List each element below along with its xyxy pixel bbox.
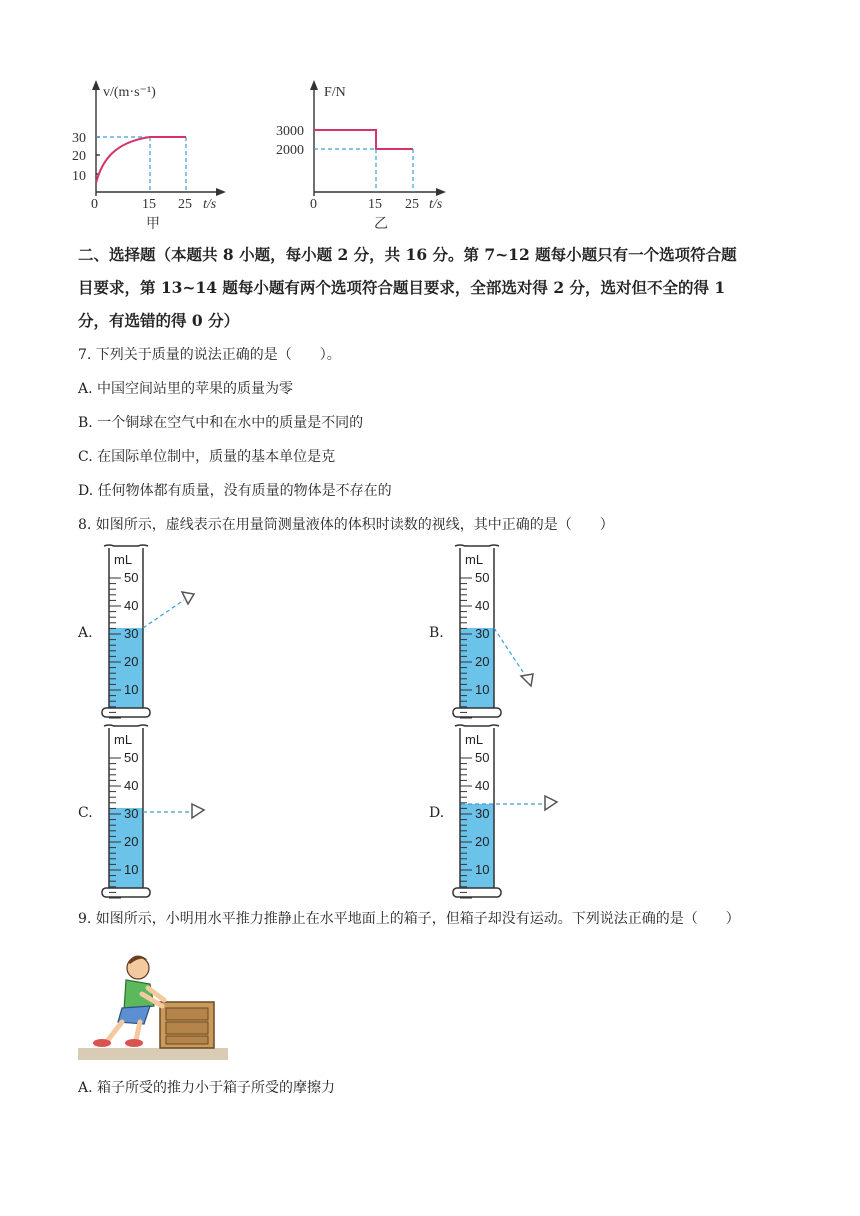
q8-stem: 8. 如图所示，虚线表示在用量筒测量液体的体积时读数的视线，其中正确的是（ ）	[78, 517, 614, 533]
x-axis-label: t/s	[429, 197, 443, 212]
q7-option-b: B. 一个铜球在空气中和在水中的质量是不同的	[78, 415, 364, 431]
scale-50: 50	[124, 570, 139, 585]
x-axis-arrow	[216, 188, 226, 196]
ground	[78, 1048, 228, 1060]
eye-icon	[182, 592, 194, 604]
boy-pushing-box-illustration	[78, 950, 230, 1062]
scale-20: 20	[124, 654, 139, 669]
q7-option-a: A. 中国空间站里的苹果的质量为零	[78, 381, 294, 397]
y-axis-arrow	[92, 80, 100, 90]
scale-10: 10	[124, 862, 139, 877]
unit-label: mL	[465, 552, 484, 567]
cylinder-d	[451, 722, 561, 900]
scale-20: 20	[124, 834, 139, 849]
graph-caption: 乙	[374, 217, 388, 232]
scale-20: 20	[475, 654, 490, 669]
scale-10: 10	[124, 682, 139, 697]
unit-label: mL	[465, 732, 484, 747]
q8-option-c-label: C.	[78, 805, 93, 821]
section-heading-line2: 目要求，第 13~14 题每小题有两个选项符合题目要求，全部选对得 2 分，选对但不全的得 1	[78, 278, 726, 297]
y-axis-arrow	[310, 80, 318, 90]
q7-option-d: D. 任何物体都有质量，没有质量的物体是不存在的	[78, 483, 392, 499]
y-tick-30: 30	[72, 131, 86, 146]
cylinder-a	[100, 542, 210, 720]
q8-option-a-label: A.	[78, 625, 93, 641]
y-tick-2000: 2000	[276, 143, 304, 158]
scale-40: 40	[124, 778, 139, 793]
graph-caption: 甲	[146, 217, 160, 232]
scale-40: 40	[475, 778, 490, 793]
scale-30: 30	[124, 806, 139, 821]
section-heading-line3: 分，有选错的得 0 分）	[78, 311, 240, 330]
q7-option-c: C. 在国际单位制中，质量的基本单位是克	[78, 449, 336, 465]
sight-line	[143, 600, 184, 628]
shoe	[93, 1039, 111, 1047]
q9-option-a: A. 箱子所受的推力小于箱子所受的摩擦力	[78, 1080, 336, 1096]
scale-30: 30	[124, 626, 139, 641]
x-tick-15: 15	[368, 197, 382, 212]
x-tick-0: 0	[310, 197, 317, 212]
x-tick-25: 25	[178, 197, 192, 212]
x-tick-0: 0	[91, 197, 98, 212]
cylinder-c	[100, 722, 210, 900]
sight-line	[494, 628, 523, 672]
shoe	[125, 1039, 143, 1047]
graph-jia	[70, 78, 240, 238]
scale-30: 30	[475, 626, 490, 641]
section-heading-line1: 二、选择题（本题共 8 小题，每小题 2 分，共 16 分。第 7~12 题每小题只有一个选项符合题	[78, 245, 737, 264]
scale-10: 10	[475, 862, 490, 877]
scale-50: 50	[124, 750, 139, 765]
y-tick-20: 20	[72, 149, 86, 164]
y-axis-label: F/N	[324, 85, 346, 100]
scale-50: 50	[475, 750, 490, 765]
scale-10: 10	[475, 682, 490, 697]
x-tick-25: 25	[405, 197, 419, 212]
scale-40: 40	[124, 598, 139, 613]
eye-icon	[521, 674, 533, 686]
force-curve	[314, 130, 413, 149]
q8-option-d-label: D.	[429, 805, 445, 821]
velocity-curve	[96, 137, 186, 183]
q9-stem: 9. 如图所示，小明用水平推力推静止在水平地面上的箱子，但箱子却没有运动。下列说法正确的是（ ）	[78, 911, 740, 927]
unit-label: mL	[114, 552, 133, 567]
scale-20: 20	[475, 834, 490, 849]
eye-icon	[545, 796, 557, 810]
q8-option-b-label: B.	[429, 625, 444, 641]
y-tick-10: 10	[72, 169, 86, 184]
x-axis-label: t/s	[203, 197, 217, 212]
y-tick-3000: 3000	[276, 124, 304, 139]
y-axis-label: v/(m·s⁻¹)	[103, 85, 156, 100]
scale-40: 40	[475, 598, 490, 613]
unit-label: mL	[114, 732, 133, 747]
eye-icon	[192, 804, 204, 818]
cylinder-b	[451, 542, 561, 720]
x-axis-arrow	[436, 188, 446, 196]
x-tick-15: 15	[142, 197, 156, 212]
graph-yi	[272, 78, 462, 238]
q7-stem: 7. 下列关于质量的说法正确的是（ ）。	[78, 347, 341, 363]
scale-50: 50	[475, 570, 490, 585]
scale-30: 30	[475, 806, 490, 821]
